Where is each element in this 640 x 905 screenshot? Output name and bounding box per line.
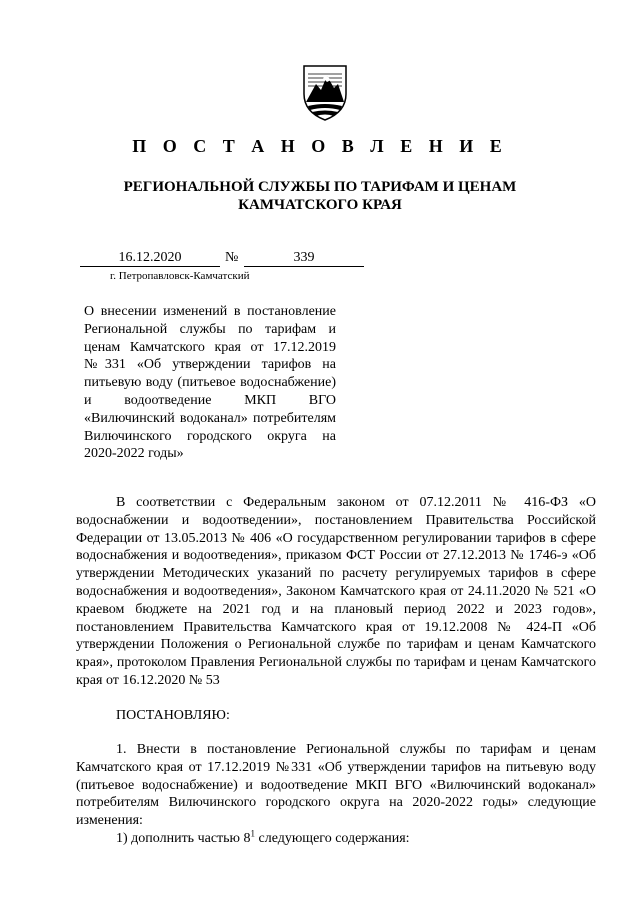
item-1-paragraph: 1. Внести в постановление Региональной службы по тарифам и ценам Камчатского края от 17.12.2019 №331 «Об утверждении тарифов на питьевую воду (питьевое водоснабжение) и водоотведение МКП ВГО «Вилючинский водоканал» потребителям Вилючинского городского округа на 2020-2022 годы» следующие изменения: [76,742,596,829]
decree-heading: ПОСТАНОВЛЯЮ: [116,708,230,723]
issue-city: г. Петропавловск-Камчатский [110,270,250,282]
subitem-1 [116,830,410,848]
coat-of-arms-icon [300,62,350,122]
number-sign: № [225,250,239,265]
subitem-1-superscript: 1 [250,828,255,839]
subitem-1-prefix: 1) дополнить частью 8 [116,831,251,846]
document-date: 16.12.2020 [80,250,220,267]
subitem-1-suffix: следующего содержания: [255,831,410,846]
agency-name: РЕГИОНАЛЬНОЙ СЛУЖБЫ ПО ТАРИФАМ И ЦЕНАМ КАМЧАТСКОГО КРАЯ [123,179,517,213]
document-title: П О С Т А Н О В Л Е Н И Е [132,136,508,156]
document-subject: О внесении изменений в постановление Региональной службы по тарифам и ценам Камчатского края от 17.12.2019 №331 «Об утверждении тарифов на питьевую воду (питьевое водоснабжение) и водоотведение МКП ВГО «Вилючинский водоканал» потребителям Вилючинского городского округа на 2020-2022 годы» [84,304,336,462]
document-number: 339 [244,250,364,267]
preamble-paragraph: В соответствии с Федеральным законом от 07.12.2011 № 416-ФЗ «О водоснабжении и водоотведении», постановлением Правительства Российской Федерации от 13.05.2013 № 406 «О государственном регулировании тарифов в сфере водоснабжения и водоотведения», приказом ФСТ России от 27.12.2013 № 1746-э «Об утверждении Методических указаний по расчету регулируемых тарифов в сфере водоснабжения и водоотведения», Законом Камчатского края от 24.11.2020 № 521 «О краевом бюджете на 2021 год и на плановый период 2022 и 2023 годов», постановлением Правительства Камчатского края от 19.12.2008 № 424-П «Об утверждении Положения о Региональной службе по тарифам и ценам Камчатского края», протоколом Правления Региональной службы по тарифам и ценам Камчатского края от 16.12.2020 № 53 [76,495,596,688]
